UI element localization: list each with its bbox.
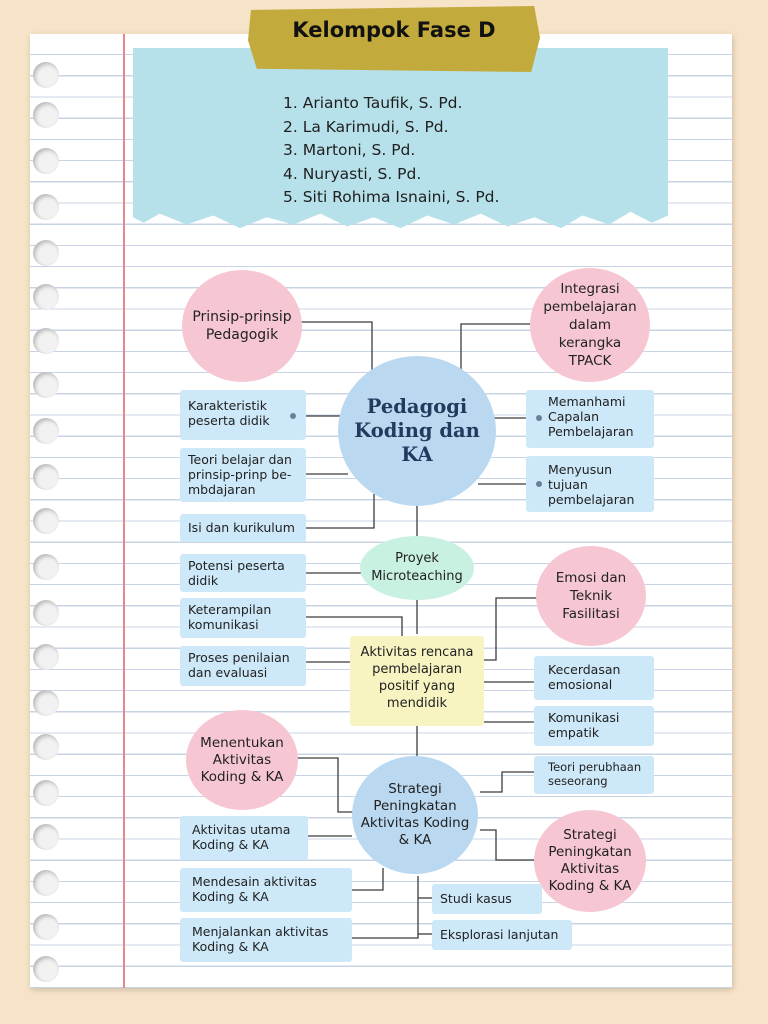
- connector: [352, 868, 383, 890]
- box-kecerdasan: Kecerdasan emosional: [534, 656, 654, 700]
- box-memahami: Memanhami Capalan Pembelajaran: [526, 390, 654, 448]
- connector-dot: [290, 413, 296, 419]
- connector: [480, 830, 536, 860]
- connector: [484, 598, 538, 660]
- member-item: 4. Nuryasti, S. Pd.: [283, 164, 422, 183]
- box-isi: Isi dan kurikulum: [180, 514, 306, 542]
- box-menyusun: Menyusun tujuan pembelajaran: [526, 456, 654, 512]
- box-proses: Proses penilaian dan evaluasi: [180, 646, 306, 686]
- member-item: 3. Martoni, S. Pd.: [283, 141, 416, 159]
- topic-prinsip: Prinsip-prinsip Pedagogik: [182, 270, 302, 382]
- connector: [352, 876, 418, 938]
- box-eksplorasi: Eksplorasi lanjutan: [432, 920, 572, 950]
- connector: [306, 617, 402, 636]
- central-topic: Pedagogi Koding dan KA: [338, 356, 496, 506]
- box-menjalankan: Menjalankan aktivitas Koding & KA: [180, 918, 352, 962]
- member-item: 1. Arianto Taufik, S. Pd.: [283, 94, 463, 112]
- topic-strategi-right: Strategi Peningkatan Aktivitas Koding & KA: [534, 810, 646, 912]
- box-teori-perubahan: Teori perubhaan seseorang: [534, 756, 654, 794]
- box-keterampilan: Keterampilan komunikasi: [180, 598, 306, 638]
- box-potensi: Potensi peserta didik: [180, 554, 306, 592]
- connector: [480, 772, 534, 792]
- box-teori-belajar: Teori belajar dan prinsip-prinp be-mbdajaran: [180, 448, 306, 502]
- connector-dot: [536, 415, 542, 421]
- connector: [461, 324, 530, 374]
- topic-integrasi: Integrasi pembelajaran dalam kerangka TPACK: [530, 268, 650, 382]
- topic-menentukan: Menentukan Aktivitas Koding & KA: [186, 710, 298, 810]
- topic-strategi-center: Strategi Peningkatan Aktivitas Koding & KA: [352, 756, 478, 874]
- box-aktivitas-rencana: Aktivitas rencana pembelajaran positif yang mendidik: [350, 636, 484, 726]
- member-item: 5. Siti Rohima Isnaini, S. Pd.: [283, 188, 500, 206]
- member-item: 2. La Karimudi, S. Pd.: [283, 117, 449, 136]
- topic-proyek: Proyek Microteaching: [360, 536, 474, 600]
- box-aktivitas-utama: Aktivitas utama Koding & KA: [180, 816, 308, 860]
- topic-emosi: Emosi dan Teknik Fasilitasi: [536, 546, 646, 646]
- box-mendesain: Mendesain aktivitas Koding & KA: [180, 868, 352, 912]
- connector-dot: [536, 481, 542, 487]
- connector: [306, 494, 374, 528]
- page-title: Kelompok Fase D: [292, 18, 496, 42]
- box-komunikasi: Komunikasi empatik: [534, 706, 654, 746]
- box-karakteristik: Karakteristik peserta didik: [180, 390, 306, 440]
- box-studi-kasus: Studi kasus: [432, 884, 542, 914]
